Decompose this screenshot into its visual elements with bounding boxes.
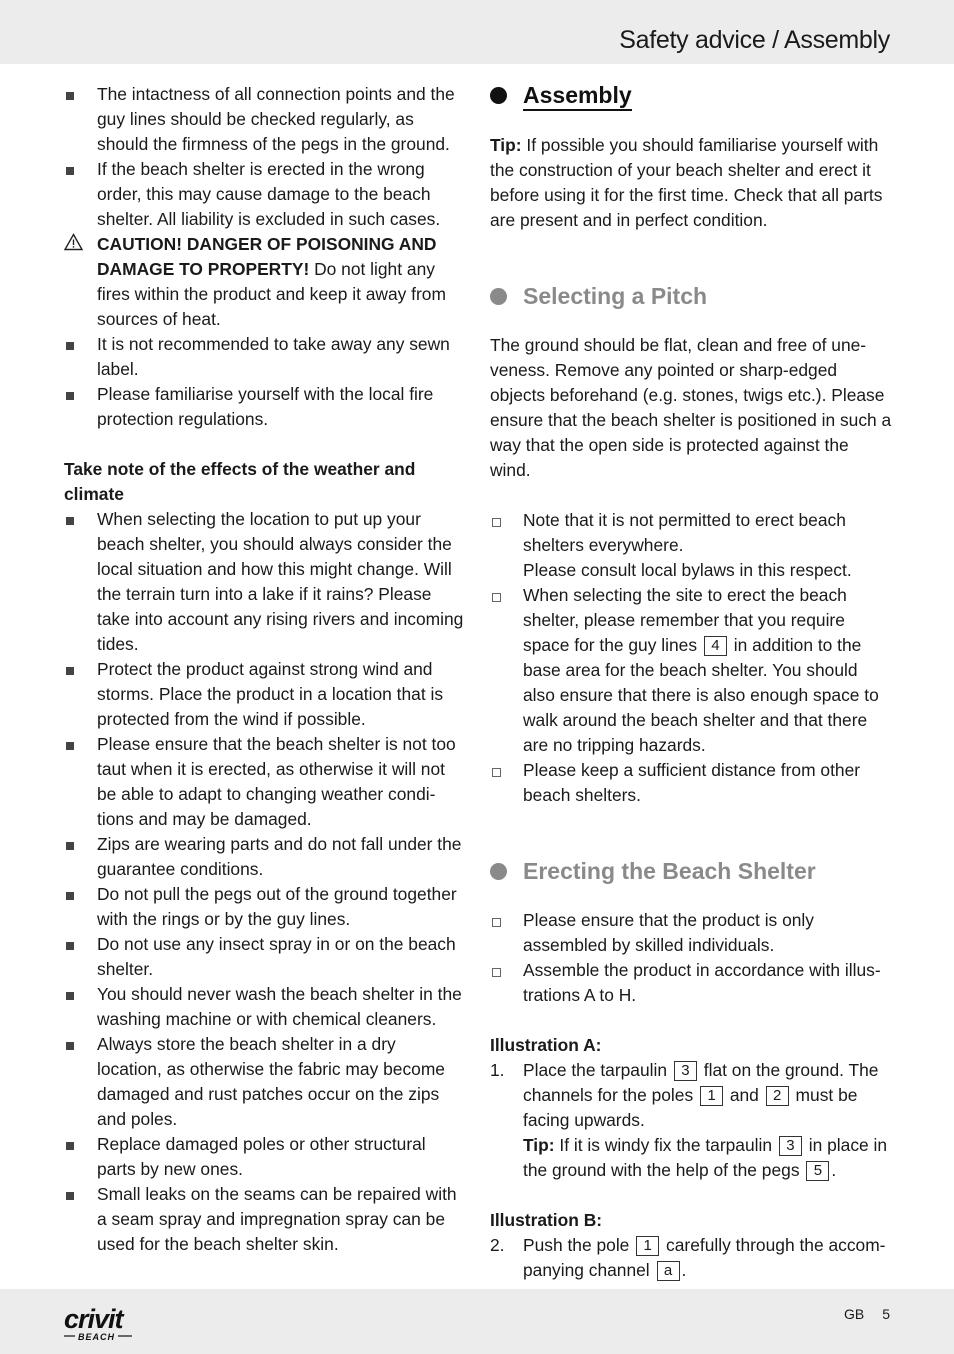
list-item: Please familiarise yourself with the local fire protection regulations. <box>97 384 434 429</box>
svg-text:BEACH: BEACH <box>78 1332 116 1342</box>
erect-heading: Erecting the Beach Shelter <box>490 858 892 884</box>
language-code: GB <box>843 1306 865 1322</box>
step-item: 2. Push the pole 1 carefully through the accom-panying channel a . <box>490 1235 886 1280</box>
list-item: It is not recommended to take away any sewn label. <box>97 334 450 379</box>
weather-heading: Take note of the effects of the weather and climate <box>64 459 416 504</box>
part-number-badge: 1 <box>700 1086 723 1106</box>
tip-paragraph: Tip: If possible you should familiarise yourself with the construction of your beach shelter and erect it before using it for the first time. Check that all parts are present and in perfect condition. <box>490 135 883 230</box>
heading-dot-icon <box>490 288 507 305</box>
step-number: 1. <box>490 1060 505 1080</box>
list-item: Please ensure that the beach shelter is not too taut when it is erected, as otherwise it will not be able to adapt to changing weather condi-tions and may be damaged. <box>97 734 456 829</box>
list-item: When selecting the location to put up your beach shelter, you should always consider the local situation and how this might change. Will the terrain turn into a lake if it rains? Please take into account any rising rivers and incoming tides. <box>97 509 464 654</box>
list-item: Please keep a sufficient distance from other beach shelters. <box>523 760 861 805</box>
assembly-heading: Assembly <box>490 82 892 108</box>
caution-text: Do not light any fires within the product and keep it away from sources of heat. <box>97 259 446 329</box>
part-number-badge: 4 <box>704 636 727 656</box>
part-letter-badge: a <box>657 1261 680 1281</box>
step-item: 1. Place the tarpaulin 3 flat on the ground. The channels for the poles 1 and 2 must be facing upwards. Tip: If it is windy fix the tarpaulin 3 in place in the ground with the help of the pegs 5 . <box>490 1060 888 1180</box>
heading-dot-icon <box>490 863 507 880</box>
left-column <box>64 82 464 1257</box>
caution-title: CAUTION! DANGER OF POISONING AND DAMAGE TO PROPERTY! <box>97 234 437 279</box>
pitch-paragraph: The ground should be flat, clean and free of une-veness. Remove any pointed or sharp-edged objects beforehand (e.g. stones, twigs etc.). Please ensure that the beach shelter is positioned in such a way that the open side is protected against the wind. <box>490 335 892 480</box>
caution-item <box>64 232 464 332</box>
part-number-badge: 1 <box>636 1236 659 1256</box>
list-item: You should never wash the beach shelter in the washing machine or with chemical cleaners. <box>97 984 462 1029</box>
step-number: 2. <box>490 1235 505 1255</box>
list-item: Do not use any insect spray in or on the beach shelter. <box>97 934 456 979</box>
list-item: If the beach shelter is erected in the wrong order, this may cause damage to the beach shelter. All liability is excluded in such cases. <box>97 159 441 229</box>
page-footer-info <box>844 1306 890 1322</box>
list-item: Please ensure that the product is only assembled by skilled individuals. <box>523 910 814 955</box>
list-item: Replace damaged poles or other structural parts by new ones. <box>97 1134 426 1179</box>
list-item: When selecting the site to erect the beach shelter, please remember that you require space for the guy lines 4 in addition to the base area for the beach shelter. You should also ensure that there is also enough space to walk around the beach shelter and that there are no tripping hazards. <box>523 585 879 755</box>
heading-dot-icon <box>490 87 507 104</box>
illustration-a-heading: Illustration A: <box>490 1035 602 1055</box>
warning-triangle-icon <box>64 233 84 258</box>
part-number-badge: 5 <box>806 1161 829 1181</box>
list-item: Small leaks on the seams can be repaired with a seam spray and impregnation spray can be used for the beach shelter skin. <box>97 1184 457 1254</box>
list-item: Zips are wearing parts and do not fall under the guarantee conditions. <box>97 834 462 879</box>
list-item: Note that it is not permitted to erect beach shelters everywhere. Please consult local bylaws in this respect. <box>523 510 852 580</box>
list-item: Always store the beach shelter in a dry location, as otherwise the fabric may become damaged and rust patches occur on the zips and poles. <box>97 1034 445 1129</box>
list-item: The intactness of all connection points and the guy lines should be checked regularly, as should the firmness of the pegs in the ground. <box>97 84 455 154</box>
page-title: Safety advice / Assembly <box>619 26 890 54</box>
part-number-badge: 2 <box>766 1086 789 1106</box>
part-number-badge: 3 <box>674 1061 697 1081</box>
list-item: Assemble the product in accordance with illus-trations A to H. <box>523 960 881 1005</box>
footer-bar <box>0 1289 954 1354</box>
list-item: Do not pull the pegs out of the ground together with the rings or by the guy lines. <box>97 884 457 929</box>
right-column <box>490 82 892 1283</box>
list-item: Protect the product against strong wind and storms. Place the product in a location that is protected from the wind if possible. <box>97 659 444 729</box>
crivit-logo <box>62 1300 142 1344</box>
svg-text:crivit: crivit <box>64 1304 123 1334</box>
page-number: 5 <box>882 1306 890 1322</box>
pitch-heading: Selecting a Pitch <box>490 283 892 309</box>
part-number-badge: 3 <box>779 1136 802 1156</box>
illustration-b-heading: Illustration B: <box>490 1210 603 1230</box>
